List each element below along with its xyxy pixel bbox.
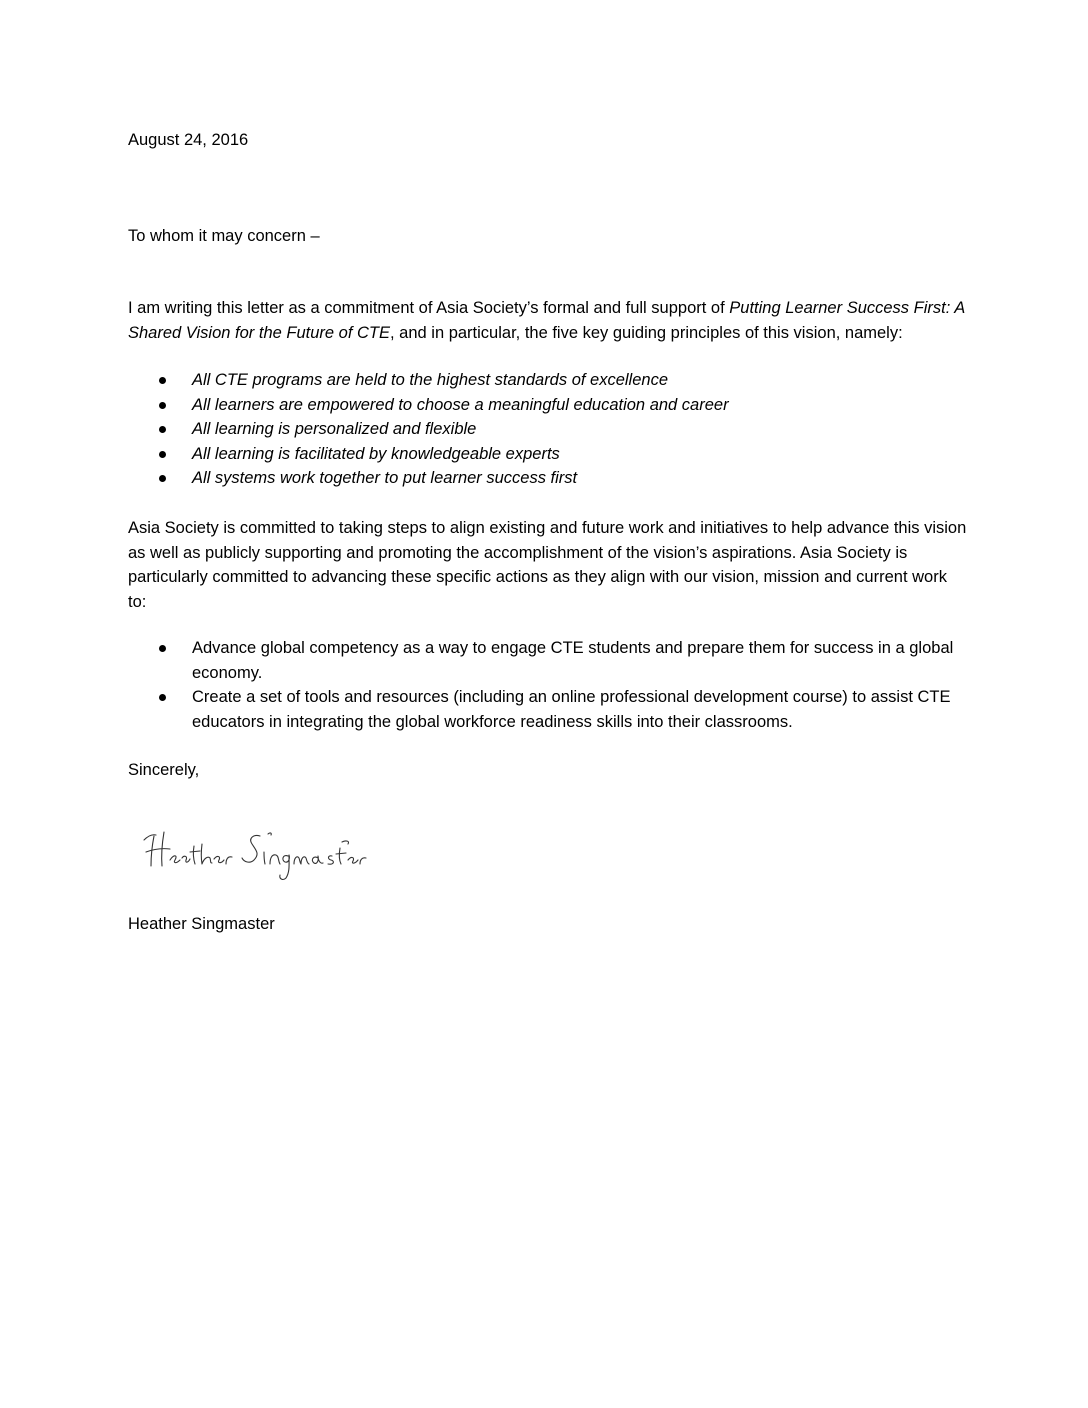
handwritten-signature [142, 822, 372, 882]
bullet-icon [159, 475, 166, 482]
action-text: Advance global competency as a way to engage CTE students and prepare them for success in a global economy. [192, 639, 954, 682]
principle-text: All CTE programs are held to the highest standards of excellence [192, 371, 669, 389]
list-item [128, 417, 968, 442]
principle-text: All learners are empowered to choose a meaningful education and career [192, 395, 729, 414]
principle-text: All systems work together to put learner success first [192, 469, 578, 487]
principles-list [128, 368, 968, 491]
bullet-icon [159, 694, 166, 701]
list-item [128, 393, 968, 418]
vision-title: Putting Learner Success First: A Shared Vision for the Future of CTE [128, 299, 965, 342]
commitment-paragraph: Asia Society is committed to taking steps to align existing and future work and initiatives to help advance this vision as well as publicly supporting and promoting the accomplishment of the vision’s aspirations. Asia Society is particularly committed to advancing these specific actions as they align with our vision, mission and current work to: [128, 519, 967, 611]
bullet-icon [159, 645, 166, 652]
actions-list [128, 636, 968, 734]
letter-date: August 24, 2016 [128, 131, 249, 149]
principle-text: All learning is facilitated by knowledgeable experts [192, 444, 560, 463]
action-text: Create a set of tools and resources (including an online professional development course) to assist CTE educators in integrating the global workforce readiness skills into their classrooms. [192, 688, 951, 731]
salutation: To whom it may concern – [128, 227, 320, 245]
bullet-icon [159, 377, 166, 384]
closing: Sincerely, [128, 761, 200, 779]
bullet-icon [159, 426, 166, 433]
intro-text-after: , and in particular, the five key guiding principles of this vision, namely: [390, 323, 903, 342]
list-item [128, 685, 968, 734]
intro-text-before: I am writing this letter as a commitment of Asia Society’s formal and full support of [128, 299, 730, 317]
bullet-icon [159, 451, 166, 458]
list-item [128, 466, 968, 491]
principle-text: All learning is personalized and flexible [192, 420, 477, 438]
signer-name: Heather Singmaster [128, 915, 275, 933]
intro-paragraph [128, 296, 968, 345]
bullet-icon [159, 402, 166, 409]
list-item [128, 442, 968, 467]
list-item [128, 368, 968, 393]
list-item [128, 636, 968, 685]
